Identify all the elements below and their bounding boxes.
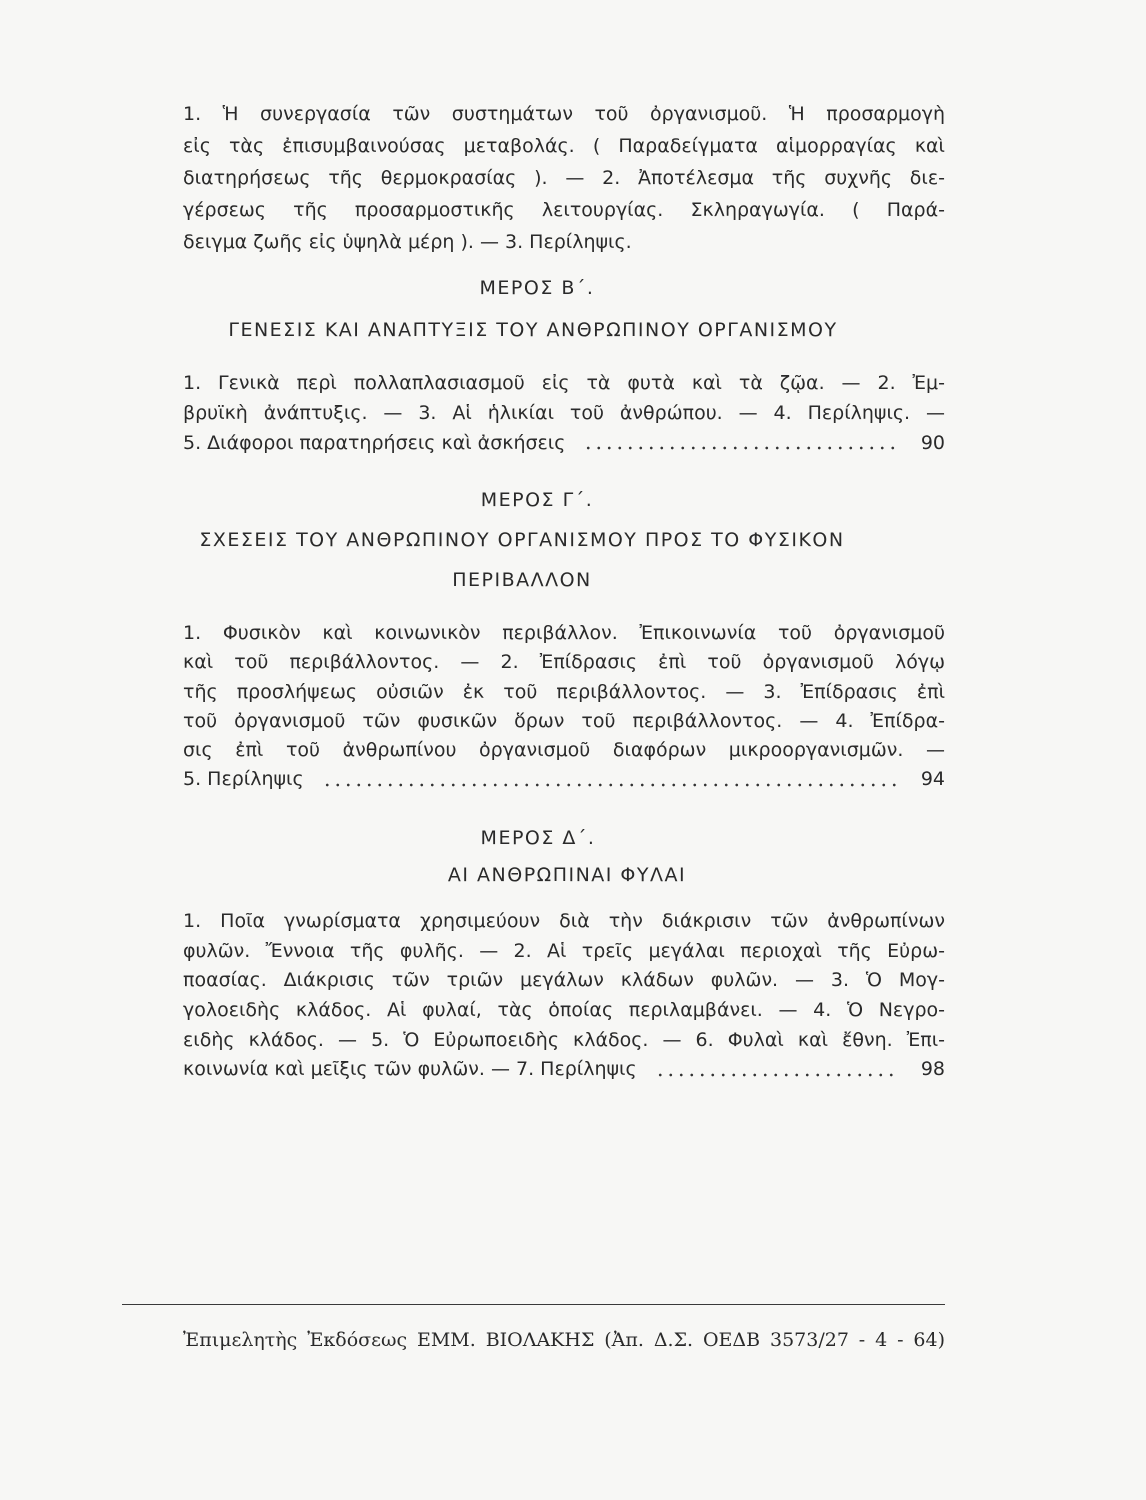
text-line: τῆς προσλήψεως οὐσιῶν ἐκ τοῦ περιβάλλοντος. — 3. Ἐπίδρασις ἐπὶ <box>183 680 945 703</box>
toc-entry-line <box>183 428 945 458</box>
footer-credit: Ἐπιμελητὴς Ἐκδόσεως ΕΜΜ. ΒΙΟΛΑΚΗΣ (Ἀπ. Δ.Σ. ΟΕΔΒ 3573/27 - 4 - 64) <box>183 1329 945 1351</box>
page-number: 98 <box>920 1058 945 1081</box>
text-line: ειδὴς κλάδος. — 5. Ὁ Εὐρωποειδὴς κλάδος. — 6. Φυλαὶ καὶ ἔθνη. Ἐπι- <box>183 1028 945 1051</box>
text-line: 1. Γενικὰ περὶ πολλαπλασιασμοῦ εἰς τὰ φυτὰ καὶ τὰ ζῷα. — 2. Ἐμ- <box>183 372 945 394</box>
part-c-title <box>122 520 922 600</box>
text-line: γέρσεως τῆς προσαρμοστικῆς λειτουργίας. Σκληραγωγία. ( Παρά- <box>183 199 945 221</box>
text-line: δειγμα ζωῆς εἰς ὑψηλὰ μέρη ). — 3. Περίληψις. <box>183 231 632 253</box>
part-c-title-line: ΣΧΕΣΕΙΣ ΤΟΥ ΑΝΘΡΩΠΙΝΟΥ ΟΡΓΑΝΙΣΜΟΥ ΠΡΟΣ ΤΟ ΦΥΣΙΚΟΝ <box>199 529 845 551</box>
text-line: ποασίας. Διάκρισις τῶν τριῶν μεγάλων κλάδων φυλῶν. — 3. Ὁ Μογ- <box>183 969 945 992</box>
part-c-heading: ΜΕΡΟΣ Γ΄. <box>480 489 594 511</box>
text-line: διατηρήσεως τῆς θερμοκρασίας ). — 2. Ἀποτέλεσμα τῆς συχνῆς διε- <box>183 167 945 189</box>
text-line: γολοειδὴς κλάδος. Αἱ φυλαί, τὰς ὁποίας περιλαμβάνει. — 4. Ὁ Νεγρο- <box>183 999 945 1022</box>
text-line: 1. Φυσικὸν καὶ κοινωνικὸν περιβάλλον. Ἐπικοινωνία τοῦ ὀργανισμοῦ <box>183 622 945 644</box>
part-b-heading: ΜΕΡΟΣ Β΄. <box>479 277 595 299</box>
text-line: σις ἐπὶ τοῦ ἀνθρωπίνου ὀργανισμοῦ διαφόρων μικροοργανισμῶν. — <box>183 739 945 762</box>
footer-rule <box>122 1304 945 1305</box>
toc-entry-line <box>183 765 945 794</box>
text-line: βρυϊκὴ ἀνάπτυξις. — 3. Αἱ ἡλικίαι τοῦ ἀνθρώπου. — 4. Περίληψις. — <box>183 402 945 424</box>
text-line: 1. Ἡ συνεργασία τῶν συστημάτων τοῦ ὀργανισμοῦ. Ἡ προσαρμογὴ <box>183 103 945 125</box>
page-number: 90 <box>920 432 945 454</box>
toc-entry-text: κοινωνία καὶ μεῖξις τῶν φυλῶν. — 7. Περίληψις <box>183 1058 637 1081</box>
part-d-paragraph <box>183 907 945 1085</box>
dot-leader <box>583 446 898 450</box>
toc-entry-line <box>183 1055 945 1085</box>
text-line: τοῦ ὀργανισμοῦ τῶν φυσικῶν ὅρων τοῦ περιβάλλοντος. — 4. Ἐπίδρα- <box>183 709 945 732</box>
part-d-title: ΑΙ ΑΝΘΡΩΠΙΝΑΙ ΦΥΛΑΙ <box>447 864 687 886</box>
text-line: 1. Ποῖα γνωρίσματα χρησιμεύουν διὰ τὴν διάκρισιν τῶν ἀνθρωπίνων <box>183 910 945 932</box>
intro-paragraph <box>183 98 945 258</box>
text-line: εἰς τὰς ἐπισυμβαινούσας μεταβολάς. ( Παραδείγματα αἱμορραγίας καὶ <box>183 135 945 157</box>
toc-entry-text: 5. Διάφοροι παρατηρήσεις καὶ ἀσκήσεις <box>183 432 566 454</box>
toc-entry-text: 5. Περίληψις <box>183 768 304 791</box>
text-line: φυλῶν. Ἔννοια τῆς φυλῆς. — 2. Αἱ τρεῖς μεγάλαι περιοχαὶ τῆς Εὐρω- <box>183 939 945 962</box>
text-line: καὶ τοῦ περιβάλλοντος. — 2. Ἐπίδρασις ἐπὶ τοῦ ὀργανισμοῦ λόγῳ <box>183 651 945 674</box>
page-number: 94 <box>920 768 945 791</box>
part-d-heading: ΜΕΡΟΣ Δ΄. <box>480 827 596 849</box>
dot-leader <box>655 1073 899 1077</box>
part-c-title-line: ΠΕΡΙΒΑΛΛΟΝ <box>452 569 592 591</box>
part-c-paragraph <box>183 619 945 795</box>
dot-leader <box>322 783 899 787</box>
part-b-paragraph <box>183 368 945 458</box>
part-b-title: ΓΕΝΕΣΙΣ ΚΑΙ ΑΝΑΠΤΥΞΙΣ ΤΟΥ ΑΝΘΡΩΠΙΝΟΥ ΟΡΓΑΝΙΣΜΟΥ <box>228 319 838 341</box>
